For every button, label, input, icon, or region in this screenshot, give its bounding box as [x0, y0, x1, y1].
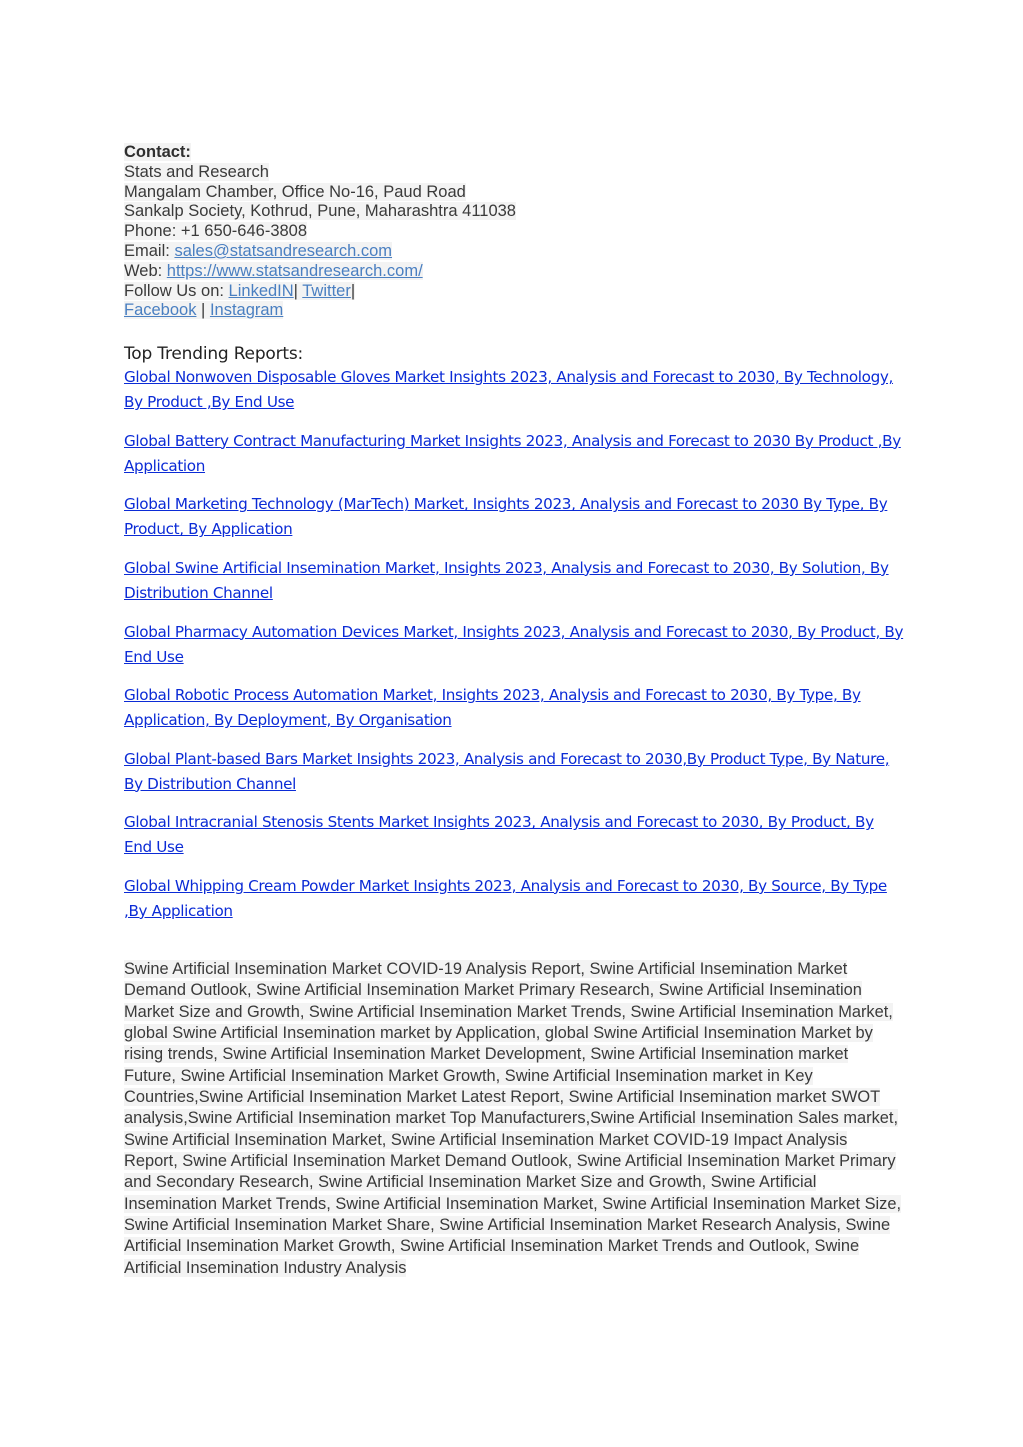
report-link[interactable]: Global Swine Artificial Insemination Market, Insights 2023, Analysis and Forecast to 2030, By Solution, By Distribution Channel — [124, 558, 889, 602]
list-item — [124, 683, 904, 733]
address-text-2: Sankalp Society, Kothrud, Pune, Maharashtra 411038 — [124, 202, 516, 221]
report-link[interactable]: Global Nonwoven Disposable Gloves Market Insights 2023, Analysis and Forecast to 2030, By Technology, By Product ,By End Use — [124, 368, 894, 412]
address-line-1 — [124, 183, 904, 203]
twitter-link[interactable]: Twitter — [302, 281, 351, 300]
keywords-paragraph — [124, 959, 904, 1279]
email-label: Email: — [124, 241, 175, 260]
contact-title-line — [124, 143, 904, 163]
list-item — [124, 747, 904, 797]
report-link[interactable]: Global Robotic Process Automation Market, Insights 2023, Analysis and Forecast to 2030, By Type, By Application, By Deployment, By Organisation — [124, 686, 861, 730]
report-link[interactable]: Global Battery Contract Manufacturing Market Insights 2023, Analysis and Forecast to 2030 By Product ,By Application — [124, 431, 901, 475]
separator: | — [196, 301, 210, 320]
company-name: Stats and Research — [124, 162, 269, 181]
report-link[interactable]: Global Plant-based Bars Market Insights 2023, Analysis and Forecast to 2030,By Product Type, By Nature, By Distribution Channel — [124, 749, 890, 793]
list-item — [124, 492, 904, 542]
separator: | — [350, 281, 356, 300]
reports-heading: Top Trending Reports: — [124, 344, 304, 365]
linkedin-link[interactable]: LinkedIN — [228, 281, 294, 300]
document-page — [124, 143, 904, 1279]
report-link[interactable]: Global Marketing Technology (MarTech) Market, Insights 2023, Analysis and Forecast to 2030 By Type, By Product, By Application — [124, 495, 888, 539]
social-line — [124, 301, 904, 321]
address-line-2 — [124, 202, 904, 222]
address-text-1: Mangalam Chamber, Office No-16, Paud Road — [124, 182, 466, 201]
instagram-link[interactable]: Instagram — [209, 301, 284, 320]
phone-text: Phone: +1 650-646-3808 — [124, 222, 308, 241]
contact-title: Contact: — [124, 143, 191, 161]
list-item — [124, 620, 904, 670]
list-item — [124, 810, 904, 860]
email-link[interactable]: sales@statsandresearch.com — [174, 241, 393, 260]
contact-block — [124, 143, 904, 321]
report-link[interactable]: Global Intracranial Stenosis Stents Market Insights 2023, Analysis and Forecast to 2030, By Product, By End Use — [124, 813, 874, 857]
phone-line — [124, 222, 904, 242]
facebook-link[interactable]: Facebook — [124, 301, 197, 320]
report-link[interactable]: Global Whipping Cream Powder Market Insights 2023, Analysis and Forecast to 2030, By Source, By Type ,By Application — [124, 876, 887, 920]
list-item — [124, 874, 904, 924]
web-line — [124, 262, 904, 282]
web-label: Web: — [124, 261, 167, 280]
follow-line — [124, 282, 904, 302]
report-list — [124, 365, 904, 924]
website-link[interactable]: https://www.statsandresearch.com/ — [166, 261, 423, 280]
email-line — [124, 242, 904, 262]
list-item — [124, 365, 904, 415]
list-item — [124, 556, 904, 606]
report-link[interactable]: Global Pharmacy Automation Devices Market, Insights 2023, Analysis and Forecast to 2030, By Product, By End Use — [124, 622, 904, 666]
follow-label: Follow Us on: — [124, 281, 229, 300]
list-item — [124, 429, 904, 479]
company-line — [124, 163, 904, 183]
keywords-text: Swine Artificial Insemination Market COVID-19 Analysis Report, Swine Artificial Insemination Market Demand Outlook, Swine Artificial Insemination Market Primary Research, Swine Artificial Insemination Market Size and Growth, Swine Artificial Insemination Market Trends, Swine Artificial Insemination Market, global Swine Artificial Insemination market by Application, global Swine Artificial Insemination Market by rising trends, Swine Artificial Insemination Market Development, Swine Artificial Insemination market Future, Swine Artificial Insemination Market Growth, Swine Artificial Insemination market in Key Countries,Swine Artificial Insemination Market Latest Report, Swine Artificial Insemination market SWOT analysis,Swine Artificial Insemination market Top Manufacturers,Swine Artificial Insemination Sales market, Swine Artificial Insemination Market, Swine Artificial Insemination Market COVID-19 Impact Analysis Report, Swine Artificial Insemination Market Demand Outlook, Swine Artificial Insemination Market Primary and Secondary Research, Swine Artificial Insemination Market Size and Growth, Swine Artificial Insemination Market Trends, Swine Artificial Insemination Market, Swine Artificial Insemination Market Size, Swine Artificial Insemination Market Share, Swine Artificial Insemination Market Research Analysis, Swine Artificial Insemination Market Growth, Swine Artificial Insemination Market Trends and Outlook, Swine Artificial Insemination Industry Analysis — [124, 959, 902, 1277]
separator: | — [293, 281, 303, 300]
